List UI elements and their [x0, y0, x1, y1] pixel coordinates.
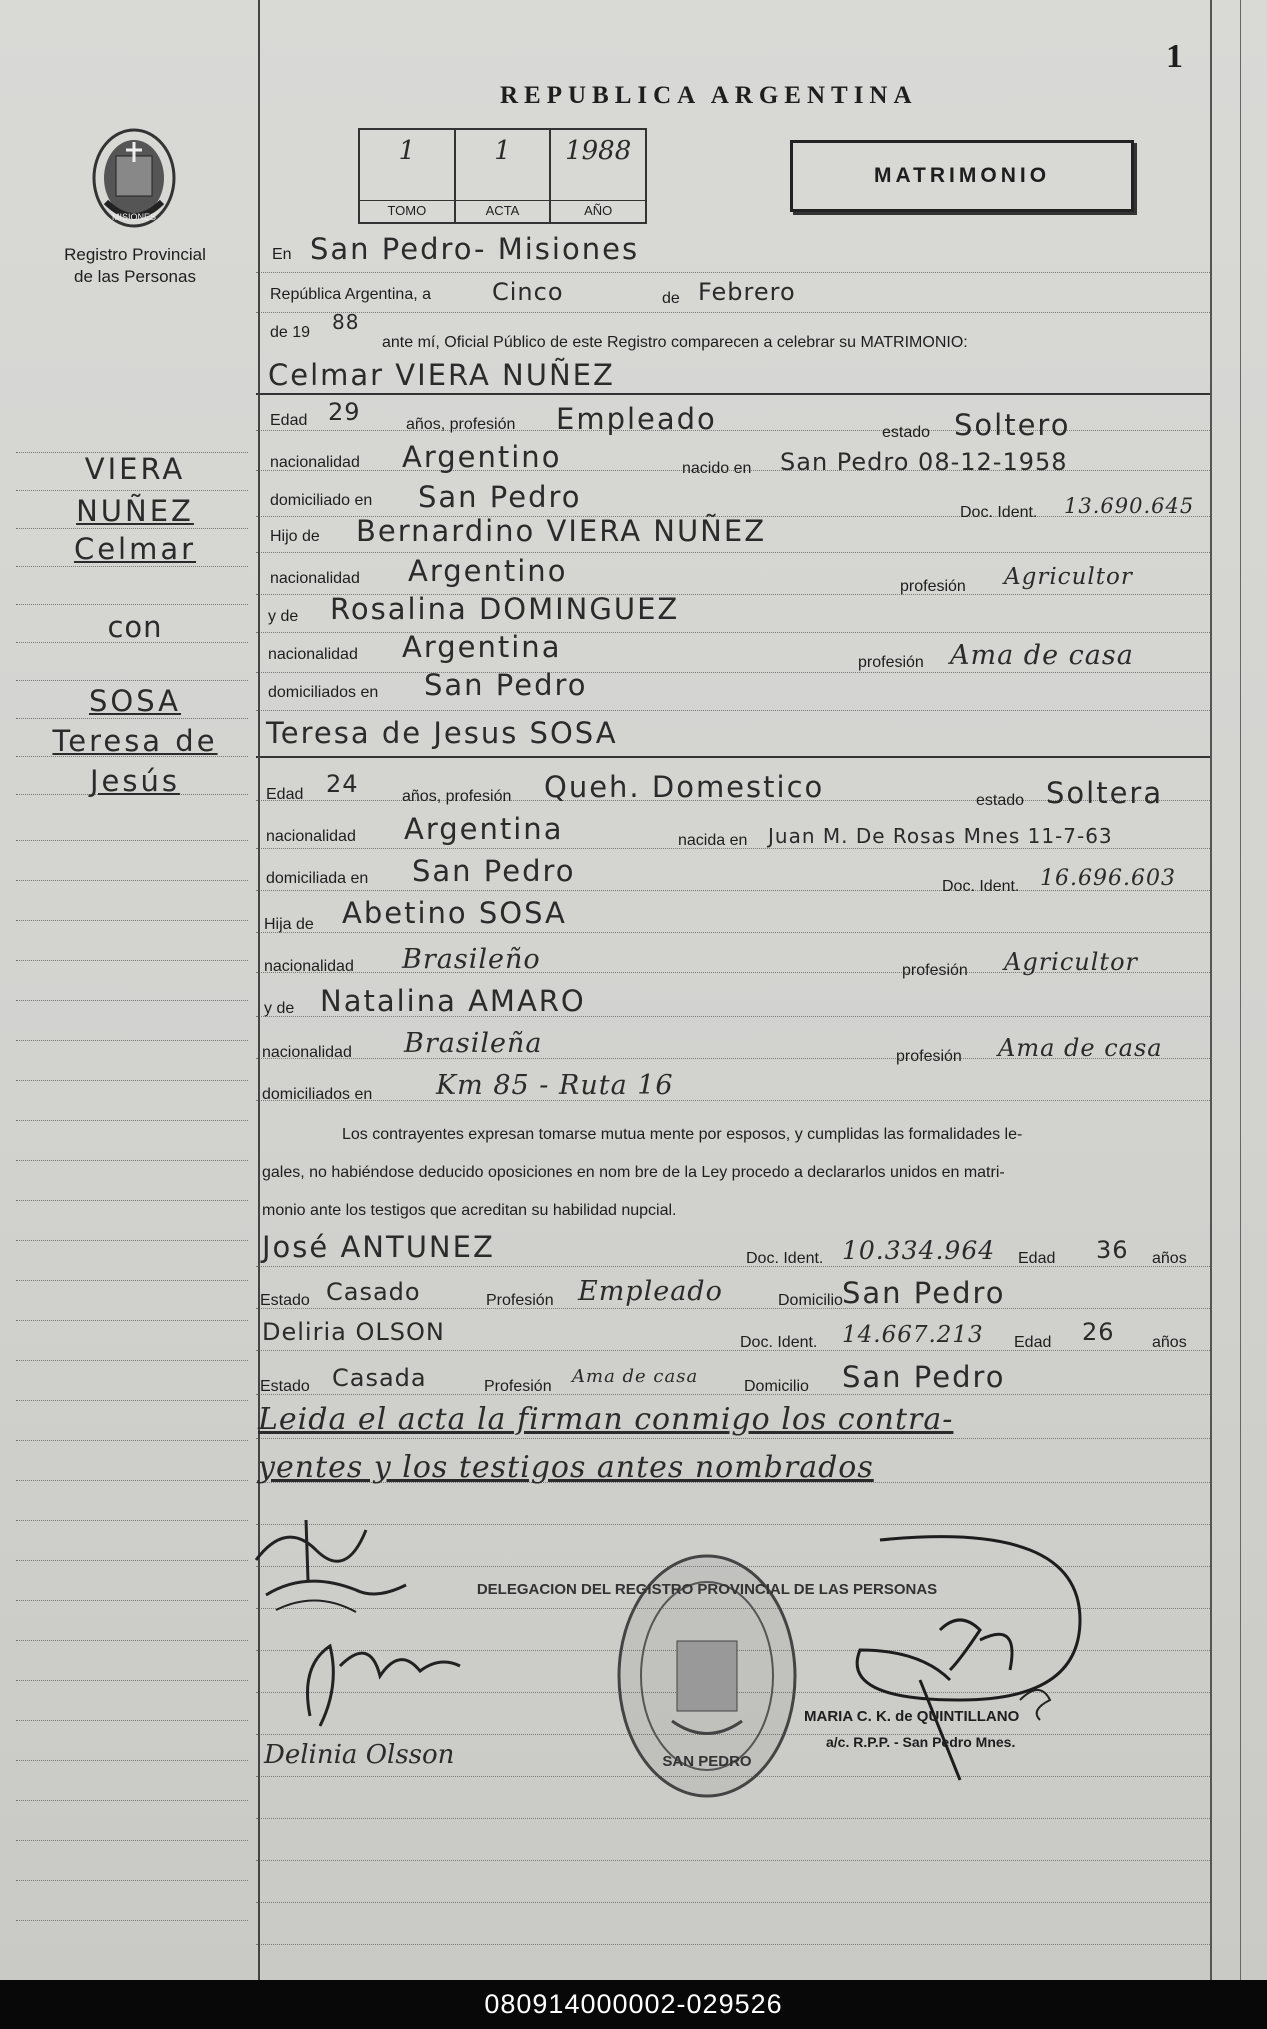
witness1-status: Casado — [326, 1278, 421, 1306]
bride-full-name: Teresa de Jesus SOSA — [266, 716, 618, 750]
groom-signature-icon — [246, 1500, 436, 1630]
groom-father-nat-label: nacionalidad — [270, 570, 360, 587]
acta-cell — [456, 130, 552, 222]
groom-father-nationality: Argentino — [408, 554, 568, 588]
bride-father: Abetino SOSA — [342, 896, 567, 930]
witness2-doc-label: Doc. Ident. — [740, 1334, 818, 1351]
tomo-cell — [360, 130, 456, 222]
declaration-text — [262, 1116, 1197, 1230]
groom-domicile: San Pedro — [418, 480, 582, 514]
month-value: Febrero — [698, 278, 796, 306]
groom-father: Bernardino VIERA NUÑEZ — [356, 514, 767, 548]
record-type-label: MATRIMONIO — [873, 164, 1051, 187]
bride-father-profession: Agricultor — [1004, 948, 1138, 976]
groom-mother-profession: Ama de casa — [950, 640, 1134, 671]
groom-age: 29 — [328, 398, 361, 426]
officer-name: MARIA C. K. de QUINTILLANO — [804, 1708, 1020, 1725]
year-prefix: de 19 — [270, 324, 311, 341]
bride-mother-prof-label: profesión — [896, 1048, 962, 1065]
page-number: 1 — [1166, 38, 1183, 75]
anio-value: 1988 — [565, 136, 632, 166]
bride-parents-domicile: Km 85 - Ruta 16 — [436, 1070, 674, 1101]
right-border-outer — [1240, 0, 1241, 1980]
institution-line2: de las Personas — [74, 267, 196, 286]
year-suffix: 88 — [332, 310, 360, 334]
place-value: San Pedro- Misiones — [310, 232, 640, 266]
bride-domiciliada-label: domiciliada en — [266, 870, 369, 887]
groom-doc: 13.690.645 — [1064, 494, 1195, 518]
witness2-doc: 14.667.213 — [842, 1322, 984, 1348]
witness1-domicile: San Pedro — [842, 1276, 1006, 1310]
acta-label: ACTA — [456, 200, 550, 218]
declaration-line3: monio ante los testigos que acreditan su habilidad nupcial. — [262, 1202, 677, 1219]
groom-full-name: Celmar VIERA NUÑEZ — [268, 358, 615, 392]
groom-mother-nationality: Argentina — [402, 630, 562, 664]
margin-groom-surname1: VIERA — [84, 452, 186, 486]
groom-mother: Rosalina DOMINGUEZ — [330, 592, 680, 626]
anio-label: AÑO — [551, 200, 645, 218]
bride-father-nationality: Brasileño — [402, 944, 541, 975]
witness2-profession: Ama de casa — [572, 1366, 699, 1387]
groom-mother-prof-label: profesión — [858, 654, 924, 671]
bride-parents-dom-label: domiciliados en — [262, 1086, 373, 1103]
tomo-label: TOMO — [360, 200, 454, 218]
bride-doc: 16.696.603 — [1040, 866, 1176, 891]
registry-institution — [30, 244, 240, 288]
bride-mother-nat-label: nacionalidad — [262, 1044, 352, 1061]
bride-birth: Juan M. De Rosas Mnes 11-7-63 — [768, 824, 1113, 848]
witness2-anos-label: años — [1152, 1334, 1187, 1351]
witness-signature: Delinia Olsson — [264, 1740, 455, 1770]
bride-edad-label: Edad — [266, 786, 304, 803]
officer-role: a/c. R.P.P. - San Pedro Mnes. — [826, 1734, 1016, 1750]
declaration-line1: Los contrayentes expresan tomarse mutua mente por esposos, y cumplidas las formalidades le- — [342, 1126, 1023, 1143]
bride-mother-profession: Ama de casa — [998, 1034, 1163, 1062]
groom-nationality: Argentino — [402, 440, 562, 474]
bride-domicile: San Pedro — [412, 854, 576, 888]
closing-line1: Leida el acta la firman conmigo los contra- — [258, 1402, 954, 1437]
bride-age: 24 — [326, 770, 359, 798]
bride-hija-label: Hija de — [264, 916, 314, 933]
bride-estado-label: estado — [976, 792, 1025, 809]
day-value: Cinco — [492, 278, 564, 306]
institution-line1: Registro Provincial — [64, 245, 206, 264]
intro-statement: ante mí, Oficial Público de este Registro comparecen a celebrar su MATRIMONIO: — [382, 334, 968, 351]
witness1-age: 36 — [1096, 1236, 1129, 1264]
bride-nacionalidad-label: nacionalidad — [266, 828, 356, 845]
groom-anos-label: años, profesión — [406, 416, 516, 433]
country-heading: REPUBLICA ARGENTINA — [500, 82, 918, 109]
bride-signature-icon — [290, 1626, 470, 1736]
witness2-estado-label: Estado — [260, 1378, 310, 1395]
margin-groom-surname2: NUÑEZ — [76, 494, 194, 528]
witness1-doc: 10.334.964 — [842, 1236, 996, 1265]
de-label: de — [662, 290, 680, 307]
groom-hijo-label: Hijo de — [270, 528, 320, 545]
bride-profession: Queh. Domestico — [544, 770, 825, 804]
margin-bride-name2: Jesús — [90, 764, 180, 798]
witness1-doc-label: Doc. Ident. — [746, 1250, 824, 1267]
bride-nationality: Argentina — [404, 812, 564, 846]
groom-father-profession: Agricultor — [1004, 564, 1133, 590]
groom-nacido-label: nacido en — [682, 460, 752, 477]
registry-box — [358, 128, 647, 224]
bride-yde-label: y de — [264, 1000, 295, 1017]
bride-nacida-label: nacida en — [678, 832, 748, 849]
republica-label: República Argentina, a — [270, 286, 431, 303]
groom-profession: Empleado — [556, 402, 717, 436]
witness2-status: Casada — [332, 1364, 427, 1392]
witness1-profesion-label: Profesión — [486, 1292, 554, 1309]
en-label: En — [272, 246, 292, 263]
bride-doc-label: Doc. Ident. — [942, 878, 1020, 895]
witness2-domicile: San Pedro — [842, 1360, 1006, 1394]
witness2-age: 26 — [1082, 1318, 1115, 1346]
closing-line2: yentes y los testigos antes nombrados — [258, 1450, 874, 1485]
witness2-domicilio-label: Domicilio — [744, 1378, 809, 1395]
record-type-box — [790, 140, 1134, 212]
witness2-name: Deliria OLSON — [262, 1318, 445, 1346]
seal-text: MISIONES — [111, 212, 157, 222]
groom-nacionalidad-label: nacionalidad — [270, 454, 360, 471]
witness1-name: José ANTUNEZ — [262, 1230, 495, 1264]
tomo-value: 1 — [398, 136, 416, 166]
bride-anos-label: años, profesión — [402, 788, 512, 805]
groom-father-prof-label: profesión — [900, 578, 966, 595]
margin-bride-surname: SOSA — [88, 684, 182, 718]
witness1-edad-label: Edad — [1018, 1250, 1056, 1267]
witness2-edad-label: Edad — [1014, 1334, 1052, 1351]
groom-parents-dom-label: domiciliados en — [268, 684, 379, 701]
groom-civil-status: Soltero — [954, 408, 1071, 442]
groom-doc-label: Doc. Ident. — [960, 504, 1038, 521]
acta-value: 1 — [494, 136, 511, 166]
groom-domiciliado-label: domiciliado en — [270, 492, 373, 509]
groom-edad-label: Edad — [270, 412, 308, 429]
groom-yde-label: y de — [268, 608, 299, 625]
declaration-line2: gales, no habiéndose deducido oposiciones en nom bre de la Ley procedo a declararlos unidos en matri- — [262, 1164, 1005, 1181]
bride-father-prof-label: profesión — [902, 962, 968, 979]
groom-birth: San Pedro 08-12-1958 — [780, 448, 1068, 476]
bride-mother-nationality: Brasileña — [404, 1028, 543, 1059]
witness1-profession: Empleado — [578, 1276, 723, 1307]
margin-connector: con — [107, 610, 163, 644]
witness2-profesion-label: Profesión — [484, 1378, 552, 1395]
province-seal-icon — [86, 122, 182, 232]
margin-divider — [258, 0, 260, 1980]
groom-estado-label: estado — [882, 424, 931, 441]
stamp-outer-text: DELEGACION DEL REGISTRO PROVINCIAL DE LAS PERSONAS — [476, 1581, 938, 1598]
groom-mother-nat-label: nacionalidad — [268, 646, 358, 663]
groom-parents-domicile: San Pedro — [424, 668, 588, 702]
bride-father-nat-label: nacionalidad — [264, 958, 354, 975]
bride-mother: Natalina AMARO — [320, 984, 586, 1018]
witness1-estado-label: Estado — [260, 1292, 310, 1309]
margin-bride-name1: Teresa de — [52, 724, 218, 758]
stamp-inner-text: SAN PEDRO — [662, 1753, 752, 1770]
bride-civil-status: Soltera — [1046, 776, 1164, 810]
witness1-anos-label: años — [1152, 1250, 1187, 1267]
anio-cell — [551, 130, 645, 222]
margin-groom-name: Celmar — [73, 532, 197, 566]
right-border — [1210, 0, 1212, 1980]
barcode-footer: 080914000002-029526 — [0, 1980, 1267, 2029]
witness1-domicilio-label: Domicilio — [778, 1292, 843, 1309]
